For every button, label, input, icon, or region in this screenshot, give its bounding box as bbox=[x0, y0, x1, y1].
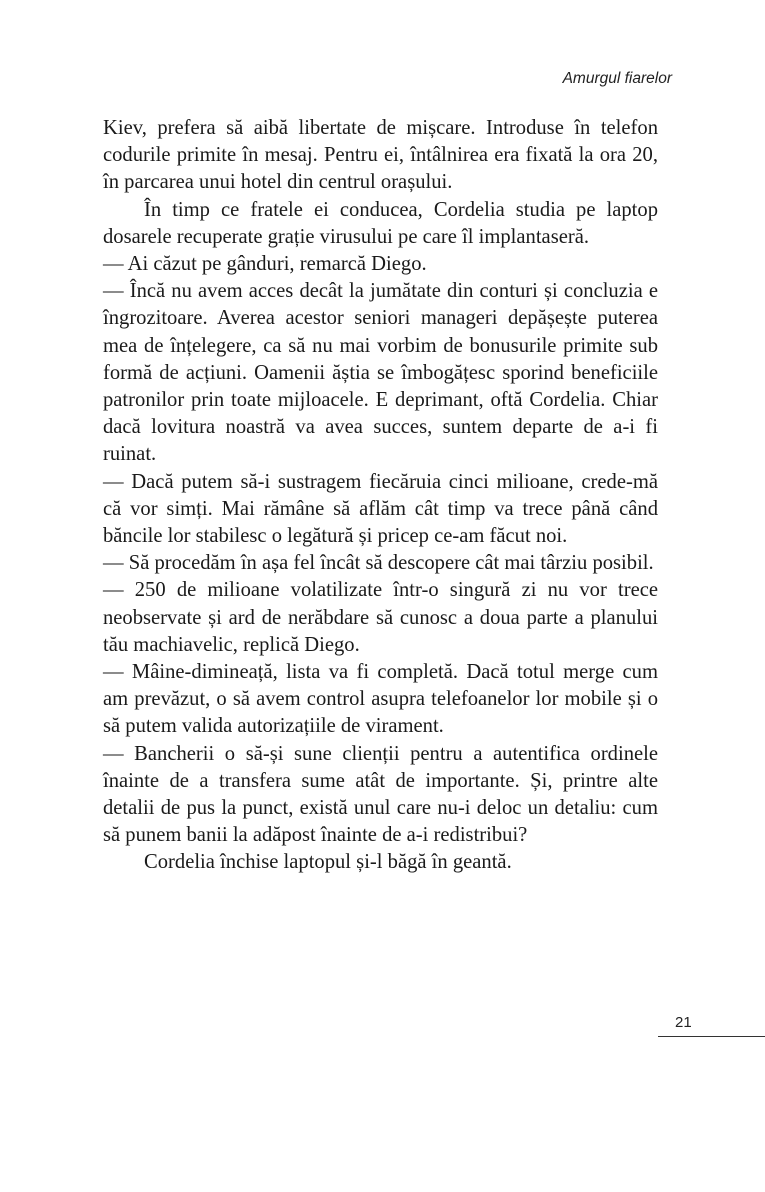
paragraph: Kiev, prefera să aibă libertate de mișcare. Introduse în telefon codurile primite în mesaj. Pentru ei, întâlnirea era fixată la ora 20, în parcarea unui hotel din centrul orașului. bbox=[103, 117, 658, 194]
dialogue-paragraph: — Bancherii o să-și sune clienții pentru a autentifica ordinele înainte de a transfera sume atât de importante. Și, printre alte detalii de pus la punct, există unul care nu-i deloc un detaliu: cum să punem banii la adăpost înainte de a-i redistribui? bbox=[103, 742, 658, 847]
dialogue-paragraph: — Ai căzut pe gânduri, remarcă Diego. bbox=[103, 253, 427, 276]
running-head-title: Amurgul fiarelor bbox=[562, 70, 672, 87]
dialogue-paragraph: — 250 de milioane volatilizate într-o singură zi nu vor trece neobservate și ard de nerăbdare să cunosc a doua parte a planului tău machiavelic, replică Diego. bbox=[103, 579, 658, 656]
dialogue-paragraph: — Dacă putem să-i sustragem fiecăruia cinci milioane, crede-mă că vor simți. Mai rămâne să aflăm cât timp va trece până când băncile lor stabilesc o legătură și pricep ce-am făcut noi. bbox=[103, 470, 658, 548]
paragraph: Cordelia închise laptopul și-l băgă în geantă. bbox=[144, 851, 512, 874]
dialogue-paragraph: — Să procedăm în așa fel încât să descopere cât mai târziu posibil. bbox=[103, 552, 654, 575]
page-number: 21 bbox=[675, 1014, 692, 1031]
paragraph: În timp ce fratele ei conducea, Cordelia studia pe laptop dosarele recuperate grație virusului pe care îl implantaseră. bbox=[103, 198, 658, 248]
dialogue-paragraph: — Mâine-dimineață, lista va fi completă. Dacă totul merge cum am prevăzut, o să avem control asupra telefoanelor lor mobile și o să putem valida autorizațiile de virament. bbox=[103, 661, 658, 738]
body-text bbox=[103, 115, 658, 877]
dialogue-paragraph: — Încă nu avem acces decât la jumătate din conturi și concluzia e îngrozitoare. Averea acestor seniori manageri depășește puterea mea de înțelegere, ca să nu mai vorbim de bonusurile primite sub formă de acțiuni. Oamenii ăștia se îmbogățesc sporind beneficiile patronilor prin toate mijloacele. E deprimant, oftă Cordelia. Chiar dacă lovitura noastră va avea succes, suntem departe de a-i fi ruinat. bbox=[103, 280, 658, 466]
footer-divider bbox=[658, 1036, 765, 1037]
